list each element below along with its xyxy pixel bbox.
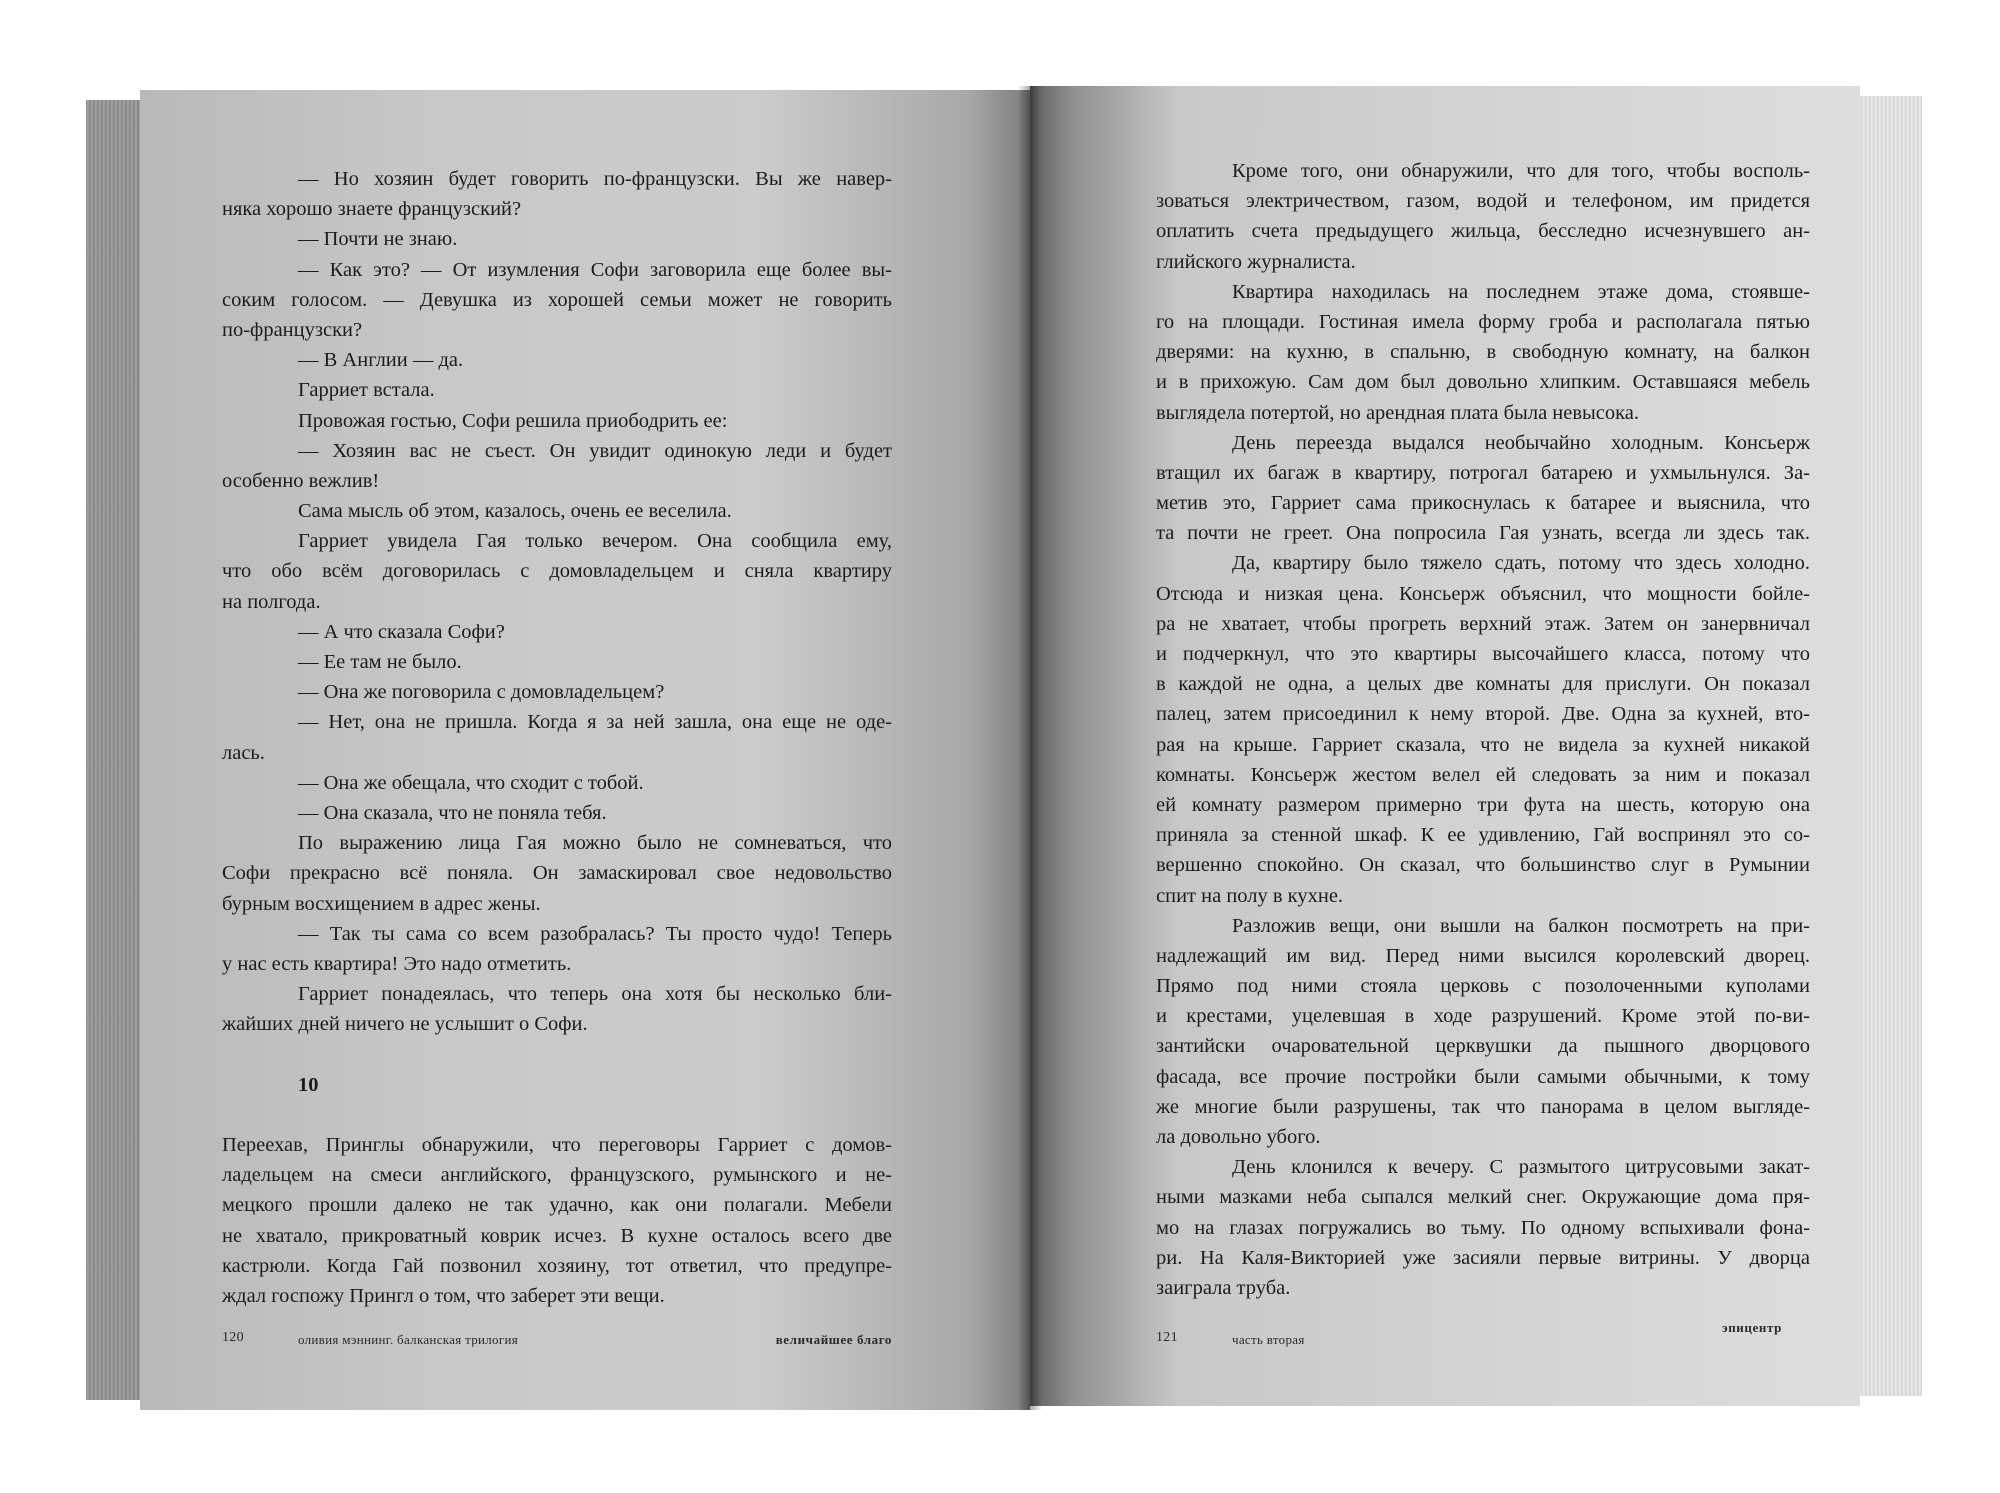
- text-line: мо на глазах погружались во тьму. По одному вспыхивали фона-: [1156, 1216, 1810, 1239]
- text-line: Переехав, Принглы обнаружили, что переговоры Гарриет с домов-: [222, 1134, 892, 1156]
- text-line: и подчеркнул, что это квартиры высочайшего класса, потому что: [1156, 643, 1810, 665]
- blank-line: [222, 1039, 892, 1069]
- text-line: выглядела потертой, но арендная плата была невысока.: [1156, 401, 1640, 424]
- text-line: Квартира находилась на последнем этаже дома, стоявше-: [1232, 280, 1810, 303]
- text-line: фасада, все прочие постройки были самыми обычными, к тому: [1156, 1065, 1810, 1088]
- text-line: заиграла труба.: [1156, 1276, 1291, 1299]
- text-line: Гарриет понадеялась, что теперь она хотя бы несколько бли-: [298, 983, 892, 1006]
- blank-line: [222, 1100, 892, 1130]
- text-line: и в прихожую. Сам дом был довольно хлипким. Оставшаяся мебель: [1156, 371, 1810, 394]
- text-line: в каждой не одна, а целых две комнаты для прислуги. Он показал: [1156, 673, 1810, 696]
- text-line: По выражению лица Гая можно было не сомневаться, что: [298, 832, 892, 855]
- text-line: зантийски очаровательной церквушки да пышного дворцового: [1156, 1035, 1810, 1058]
- text-line: же многие были разрушены, так что панорама в целом выгляде-: [1156, 1095, 1810, 1118]
- text-line: — Ее там не было.: [298, 651, 462, 673]
- text-line: Сама мысль об этом, казалось, очень ее веселила.: [298, 500, 732, 523]
- text-line: День клонился к вечеру. С размытого цитрусовыми закат-: [1232, 1156, 1810, 1179]
- text-line: — Она же обещала, что сходит с тобой.: [298, 771, 644, 794]
- text-line: метив это, Гарриет сама прикоснулась к батарее и выяснила, что: [1156, 492, 1810, 515]
- left-page-number: 120: [222, 1330, 244, 1345]
- text-line: соким голосом. — Девушка из хорошей семьи может не говорить: [222, 288, 892, 311]
- text-line: Софи прекрасно всё поняла. Он замаскировал свое недовольство: [222, 862, 892, 885]
- text-line: ждал госпожу Прингл о том, что заберет эти вещи.: [222, 1284, 665, 1307]
- text-line: на полгода.: [222, 590, 321, 613]
- text-line: Кроме того, они обнаружили, что для того, чтобы восполь-: [1232, 160, 1810, 182]
- text-line: — Так ты сама со всем разобралась? Ты просто чудо! Теперь: [298, 922, 892, 945]
- text-line: спит на полу в кухне.: [1156, 884, 1344, 907]
- text-line: надлежащий им вид. Перед ними высился королевский дворец.: [1156, 944, 1810, 967]
- text-line: — Почти не знаю.: [298, 228, 458, 251]
- text-line: Прямо под ними стояла церковь с позолоченными куполами: [1156, 975, 1810, 998]
- text-line: ри. На Каля-Викторией уже засияли первые витрины. У дворца: [1156, 1246, 1810, 1269]
- text-line: глийского журналиста.: [1156, 250, 1356, 273]
- left-running-head-book: величайшее благо: [775, 1332, 892, 1347]
- text-line: няка хорошо знаете французский?: [222, 198, 522, 221]
- text-line: — Как это? — От изумления Софи заговорила еще более вы-: [298, 258, 892, 281]
- left-page-edges: [86, 100, 144, 1400]
- text-line: Разложив вещи, они вышли на балкон посмотреть на при-: [1232, 914, 1810, 937]
- text-line: — А что сказала Софи?: [298, 620, 505, 643]
- right-page-edges: [1860, 96, 1922, 1396]
- text-line: Да, квартиру было тяжело сдать, потому что здесь холодно.: [1232, 552, 1810, 575]
- text-line: комнаты. Консьерж жестом велел ей следовать за ним и показал: [1156, 763, 1810, 786]
- chapter-number: 10: [298, 1073, 319, 1096]
- text-line: у нас есть квартира! Это надо отметить.: [222, 952, 572, 975]
- text-line: ными мазками неба сыпался мелкий снег. Окружающие дома пря-: [1156, 1186, 1810, 1209]
- text-line: рая на крыше. Гарриет сказала, что не видела за кухней никакой: [1156, 733, 1810, 756]
- text-line: — Она сказала, что не поняла тебя.: [298, 801, 607, 824]
- text-line: мецкого прошли далеко не так удачно, как они полагали. Мебели: [222, 1194, 892, 1217]
- text-line: жайших дней ничего не услышит о Софи.: [222, 1013, 588, 1036]
- text-line: Отсюда и низкая цена. Консьерж объяснил, что мощности бойле-: [1156, 582, 1810, 605]
- text-line: бурным восхищением в адрес жены.: [222, 892, 541, 915]
- text-line: ра не хватает, чтобы прогреть верхний этаж. Затем он занервничал: [1156, 612, 1810, 635]
- left-running-head-author: оливия мэннинг. балканская трилогия: [298, 1332, 519, 1347]
- text-line: не хватало, прикроватный коврик исчез. В кухне осталось всего две: [222, 1224, 892, 1247]
- text-line: та почти не греет. Она попросила Гая узнать, всегда ли здесь так.: [1156, 522, 1810, 545]
- text-line: по-французски?: [222, 318, 363, 341]
- text-line: День переезда выдался необычайно холодным. Консьерж: [1232, 431, 1810, 454]
- text-line: го на площади. Гостиная имела форму гроба и располагала пятью: [1156, 310, 1810, 333]
- left-page: [140, 90, 1030, 1410]
- text-line: что обо всём договорилась с домовладельцем и сняла квартиру: [222, 560, 892, 583]
- text-line: зоваться электричеством, газом, водой и телефоном, им придется: [1156, 190, 1810, 213]
- text-line: приняла за стенной шкаф. К ее удивлению, Гай воспринял это со-: [1156, 824, 1810, 847]
- text-line: оплатить счета предыдущего жильца, бесследно исчезнувшего ан-: [1156, 220, 1810, 243]
- text-line: кастрюли. Когда Гай позвонил хозяину, тот ответил, что предупре-: [222, 1254, 892, 1277]
- text-line: — В Англии — да.: [298, 349, 464, 372]
- text-line: — Нет, она не пришла. Когда я за ней зашла, она еще не оде-: [298, 711, 892, 734]
- text-line: вершенно спокойно. Он сказал, что большинство слуг в Румынии: [1156, 854, 1810, 877]
- right-running-head-part: часть вторая: [1232, 1332, 1305, 1347]
- left-page-text: [222, 164, 892, 1311]
- right-running-head-section: эпицентр: [1722, 1320, 1782, 1335]
- text-line: особенно вежлив!: [222, 469, 380, 492]
- right-page-text: [1156, 156, 1810, 1303]
- text-line: ла довольно убого.: [1156, 1126, 1321, 1148]
- text-line: лась.: [222, 741, 265, 764]
- text-line: ей комнату размером примерно три фута на шесть, которую она: [1156, 793, 1810, 816]
- text-line: и крестами, уцелевшая в ходе разрушений. Кроме этой по-ви-: [1156, 1005, 1810, 1028]
- text-line: — Хозяин вас не съест. Он увидит одинокую леди и будет: [298, 439, 892, 462]
- book-gutter-shadow: [1018, 86, 1042, 1410]
- text-line: Провожая гостью, Софи решила приободрить ее:: [298, 409, 728, 432]
- text-line: — Она же поговорила с домовладельцем?: [298, 681, 665, 704]
- right-page-number: 121: [1156, 1330, 1178, 1345]
- text-line: ладельцем на смеси английского, французского, румынского и не-: [222, 1164, 892, 1187]
- text-line: палец, затем присоединил к нему второй. Две. Одна за кухней, вто-: [1156, 703, 1810, 726]
- text-line: — Но хозяин будет говорить по-французски. Вы же навер-: [298, 168, 892, 190]
- text-line: втащил их багаж в квартиру, потрогал батарею и ухмыльнулся. За-: [1156, 461, 1810, 484]
- text-line: дверями: на кухню, в спальню, в свободную комнату, на балкон: [1156, 341, 1810, 364]
- text-line: Гарриет увидела Гая только вечером. Она сообщила ему,: [298, 530, 892, 553]
- right-page: [1030, 86, 1860, 1406]
- text-line: Гарриет встала.: [298, 379, 435, 402]
